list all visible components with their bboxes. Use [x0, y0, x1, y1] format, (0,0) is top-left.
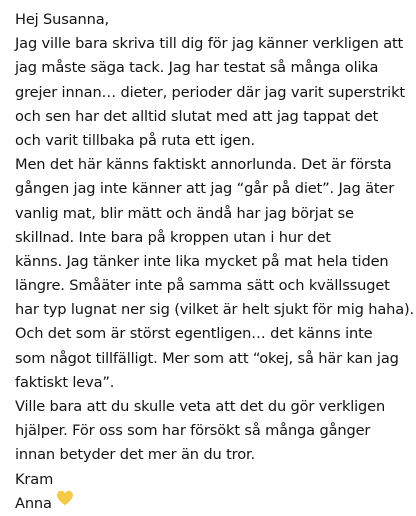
- message-line: faktiskt leva”.: [15, 373, 115, 391]
- message-line: gången jag inte känner att jag “går på diet”. Jag äter: [15, 180, 395, 198]
- message-line: Och det som är störst egentligen… det känns inte: [15, 325, 373, 343]
- message-line: känns. Jag tänker inte lika mycket på mat hela tiden: [15, 252, 389, 270]
- message-line: innan betyder det mer än du tror.: [15, 446, 255, 464]
- message-line: har typ lugnat ner sig (vilket är helt sjukt för mig haha).: [15, 301, 415, 319]
- signature-line: [15, 492, 411, 516]
- message-line: hjälper. För oss som har försökt så många gånger: [15, 422, 371, 440]
- message-line: och sen har det alltid slutat med att jag tappat det: [15, 107, 379, 125]
- message-line: Ville bara att du skulle veta att det du gör verkligen: [15, 398, 386, 415]
- message-body: [15, 8, 415, 516]
- message-line: längre. Småäter inte på samma sätt och kvällssuget: [15, 277, 390, 295]
- message-line: skillnad. Inte bara på kroppen utan i hur det: [15, 228, 331, 246]
- message-line: vanlig mat, blir mätt och ändå har jag börjat se: [15, 204, 354, 222]
- message-line: Hej Susanna,: [15, 11, 109, 28]
- message-line: Jag ville bara skriva till dig för jag känner verkligen att: [15, 35, 404, 53]
- message-line: grejer innan… dieter, perioder där jag varit superstrikt: [15, 83, 405, 101]
- message-line: Men det här känns faktiskt annorlunda. Det är första: [15, 156, 392, 174]
- message-line: Kram: [15, 470, 54, 488]
- yellow-heart-icon: [56, 490, 74, 514]
- message-line: som något tillfälligt. Mer som att “okej, så här kan jag: [15, 349, 399, 367]
- message-line: och varit tillbaka på ruta ett igen.: [15, 131, 255, 149]
- message-line: jag måste säga tack. Jag har testat så många olika: [15, 59, 379, 77]
- signature-name: Anna: [15, 494, 52, 512]
